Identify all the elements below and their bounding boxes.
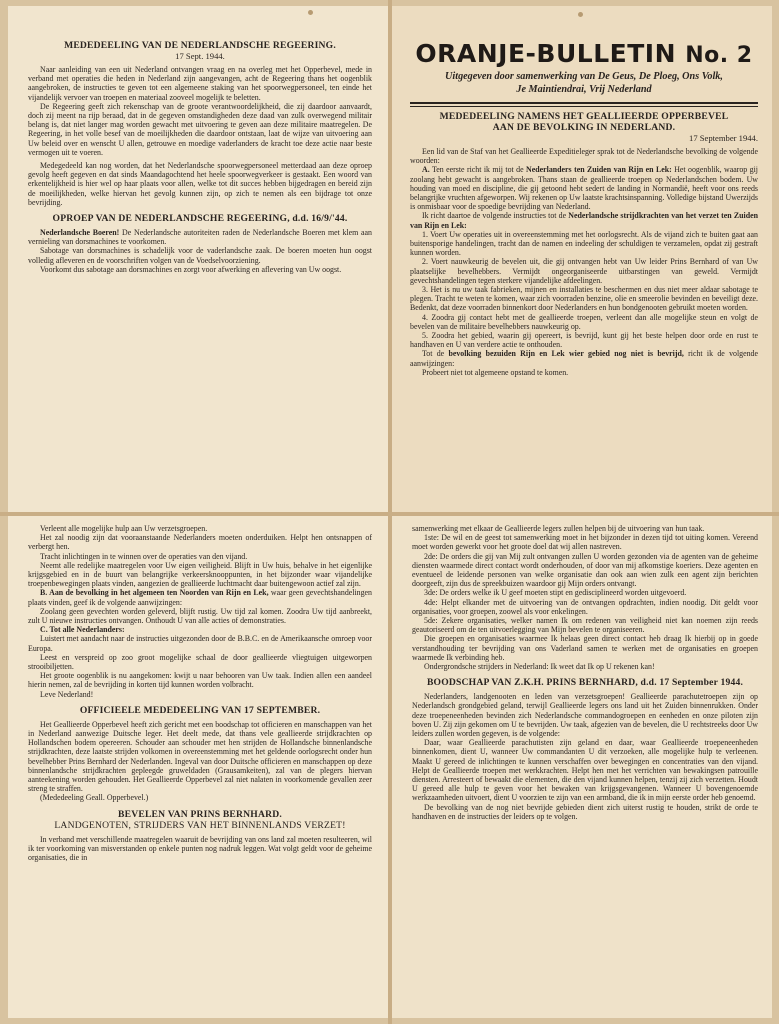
issue-number: No. 2 [685,43,753,68]
masthead [410,40,758,70]
paragraph: Het zal noodig zijn dat vooraanstaande Nederlanders moeten onderduiken. Helpt hen ontsnappen of verbergt hen. [28,533,372,552]
text: Ik richt daartoe de volgende instructies tot de [422,211,569,221]
date: 17 Sept. 1944. [175,51,225,61]
paragraph [410,165,758,211]
paragraph: Leve Nederland! [40,689,94,699]
lead: Nederlandsche Boeren! [40,228,120,238]
heading: MEDEDEELING NAMENS HET GEALLIEERDE OPPERBEVEL [439,111,729,122]
government-announcement [28,40,372,274]
text: Ten eerste richt ik mij tot de [429,165,527,175]
emphasis: Tot alle Nederlanders: [49,625,125,635]
panel-top-right [392,6,772,512]
list-item: 1. Voert Uw operaties uit in overeenstemming met het oorlogsrecht. Als de vijand zich te buiten gaat aan buitensporige handelingen, tracht dan de namen en indeeling der schuldigen te verzamelen, opdat zij gestraft kunnen worden. [410,229,758,258]
panel-top-left [8,6,388,512]
instructions-continued [28,524,372,862]
list-item: 5de: Zekere organisaties, welker namen Ik om redenen van veiligheid niet kan noemen zijn reeds geautoriseerd om de ten uitvoerlegging van Mijn bevelen te organiseeren. [412,616,758,635]
paragraph: Nederlanders, landgenooten en leden van verzetsgroepen! Geallieerde parachutetroepen zijn op Nederlandsch grondgebied geland, terwijl Geallieerde legers ons land uit het Zuiden binnenrukken. Onder deze troepeneenheden bevinden zich Nederlandsche commandogroepen en eenheden en onze piloten zijn boven U. Zij zijn gekomen om U te bevrijden. Uw taak, afgezien van de bevelen, die U rechtstreeks door Uw leiders zullen worden gegeven, is de volgende: [412,692,758,739]
paragraph: Tracht inlichtingen in te winnen over de operaties van den vijand. [40,551,248,561]
list-item: 4. Zoodra gij contact hebt met de geallieerde troepen, verleent dan alle mogelijke steun en volgt de bevelen van de militaire bevelhebbers nauwkeurig op. [410,312,758,331]
masthead-title: ORANJE-BULLETIN [415,39,677,68]
heading: LANDGENOTEN, STRIJDERS VAN HET BINNENLANDS VERZET! [54,819,346,831]
paragraph: Neemt alle redelijke maatregelen voor Uw eigen veiligheid. Blijft in Uw huis, behalve in het eigenlijke krijgsgebied en in de buurt van belangrijke verkeersknooppunten, in het bijzonder waar vijandelijke troepenbewegingen plaats vinden, aangezien de geallieerde luchtmacht daar buitengewoon actief zal zijn. [28,560,372,589]
lead: B. [40,588,50,598]
text: Tot de [422,349,449,359]
paragraph: samenwerking met elkaar de Geallieerde legers zullen helpen bij de uitvoering van hun taak. [412,524,705,533]
paragraph: Een lid van de Staf van het Geallieerde Expeditieleger sprak tot de Nederlandsche bevolking de volgende woorden: [410,147,758,166]
pin-hole [578,12,583,17]
paragraph: Ondergrondsche strijders in Nederland: Ik weet dat Ik op U rekenen kan! [424,662,655,672]
subtitle: Je Maintiendrai, Vrij Nederland [516,84,652,95]
paragraph: Verleent alle mogelijke hulp aan Uw verzetsgroepen. [40,524,208,533]
pin-hole [308,10,313,15]
panel-bottom-right [392,516,772,1018]
paragraph [28,228,372,246]
paragraph [28,588,372,606]
heading: OFFICIEELE MEDEDEELING VAN 17 SEPTEMBER. [79,704,321,716]
paragraph: (Mededeeling Geall. Opperbevel.) [40,793,149,803]
paragraph: Zoolang geen gevechten worden geleverd, blijft rustig. Uw tijd zal komen. Zoodra Uw tijd aanbreekt, zult U nieuwe instructies ontvangen. Onthoudt U van alle acties of demonstraties. [28,606,372,626]
list-item: 3. Het is nu uw taak fabrieken, mijnen en installaties te beschermen en dus niet meer aldaar sabotage te plegen. Tracht te weten te komen, waar zich voorraden benzine, olie en smeerolie bevinden en beveiligt deze. Bedenkt, dat deze voorraden binnenkort door Nederlanders en hun bondgenooten gebruikt moeten worden. [410,285,758,313]
paragraph: In verband met verschillende maatregelen waaruit de bevrijding van ons land zal moeten resulteeren, wil ik ter voorkoming van misverstanden op enkele punten nog nadruk leggen. Wat volgt geldt voor de geheime organisaties, die in [28,834,372,863]
lead: A. [422,165,430,175]
paragraph [410,211,758,229]
text: waar geen gevechtshandelingen plaats vinden, geef ik de volgende aanwijzingen: [28,588,372,607]
paragraph: Het groote oogenblik is nu aangekomen: kwijt u naar behooren van Uw taak. Indien allen een aandeel hierin nemen, zal de bevrijding in korten tijd kunnen worden volbracht. [28,671,372,690]
emphasis: Aan de bevolking in het algemeen ten Noorden van Rijn en Lek, [49,588,269,598]
heading: AAN DE BEVOLKING IN NEDERLAND. [492,122,676,133]
paragraph: Voorkomt dus sabotage aan dorsmachines en zorgt voor afwerking en aflevering van Uw oogst. [40,264,342,274]
list-item: 1ste: De wil en de geest tot samenwerking moet in het bijzonder in dezen tijd tot uiting komen. Vereend moet worden gewerkt voor het groote doel dat wij allen nastreven. [412,533,758,552]
paragraph: Naar aanleiding van een uit Nederland ontvangen vraag en na overleg met het Opperbevel, mede in verband met operaties die heden in Nederland zijn aangevangen, acht de Regeering thans het oogenblik aangebroken, de instructies te geven tot een algemeene staking van het spoorwegpersoneel, ten einde het vijandelijk vervoer van troepen en materiaal zooveel mogelijk te beletten. [28,65,372,102]
heading: BEVELEN VAN PRINS BERNHARD. [118,808,282,820]
paragraph: Sabotage van dorsmachines is schadelijk voor de vaderlandsche zaak. De boeren moeten hun oogst volledig afleveren en de voorschriften volgen van de Voedselvoorziening. [28,246,372,265]
divider [410,102,758,104]
paragraph: De Regeering geeft zich rekenschap van de groote verantwoordelijkheid, die zij daardoor aanvaardt, doch zij meent na rijp beraad, dat in de gegeven omstandigheden deze daad van zulk overwegend militair belang is, dat niet langer mag worden gewacht met uitvoering te geven aan deze militaire maatregelen. De Regeering, in het volle besef van de moeilijkheden die daardoor ontstaan, laat de wijze van uitvoering aan Uw beleid over en wenscht U allen, getrouwe en moedige vaderlanders de kracht toe deze actie naar beste vermogen uit te voeren. [28,101,372,157]
list-item: 2. Voert nauwkeurig de bevelen uit, die gij ontvangen hebt van Uw leider Prins Bernhard of van Uw plaatselijke bevelhebbers. Vermijdt ongeorganiseerde uitbarstingen van geweld. Vermijdt gevechtshandelingen tegen sterkere vijandelijke afdeelingen. [410,257,758,285]
paragraph: De bevolking van de nog niet bevrijde gebieden dient zich uiterst rustig te houden, strikt de orde te handhaven en de instructies der leiders op te volgen. [412,802,758,821]
emphasis: Nederlandsche strijdkrachten van het verzet ten Zuiden van Rijn en Lek: [410,211,758,230]
heading: MEDEDEELING VAN DE NEDERLANDSCHE REGEERING. [64,40,336,51]
text: De Nederlandsche autoriteiten raden de Nederlandsche Boeren met klem aan vernieling van dorsmachines te voorkomen. [28,228,372,247]
list-item: 2de: De orders die gij van Mij zult ontvangen zullen U worden gezonden via de agenten van de geheime diensten waarmede direct contact wordt onderhouden, of door van mij afkomstige koeriers. Deze agenten en eventueel de leidende personen van welke organisatie dan ook aan wien zulk een agent zijn berichten doorgeeft, zijn dus de spreekbuizen waardoor gij Mijn orders ontvangt. [412,551,758,589]
subtitle: Uitgegeven door samenwerking van De Geus, De Ploeg, Ons Volk, [445,71,723,82]
orders-and-message [412,524,758,821]
paragraph: Leest en verspreid op zoo groot mogelijke schaal de door geallieerde vliegtuigen uitgeworpen strooibiljetten. [28,652,372,672]
paragraph [28,625,372,634]
heading: OPROEP VAN DE NEDERLANDSCHE REGEERING, d.d. 16/9/'44. [52,213,348,225]
paragraph: Probeert niet tot algemeene opstand te komen. [422,367,569,377]
text: richt ik de volgende aanwijzingen: [410,349,758,368]
paragraph: Luistert met aandacht naar de instructies uitgezonden door de B.B.C. en de Amerikaansche omroep voor Europa. [28,634,372,653]
lead: C. [40,625,50,635]
paragraph: Het Geallieerde Opperbevel heeft zich gericht met een boodschap tot officieren en manschappen van het in Nederland aanwezige Duitsche leger. Het deelt mede, dat thans vele geallieerde strijdkrachten op Hollandschen bodem opereeren. Schouder aan schouder met hen strijden de Hollandsche binnenlandsche strijdkrachten, deze laatste strijden volkomen in overeenstemming met het geldende oorlogsrecht onder hun bevelhebber Prins Bernhard der Nederlanden. Ingeval van door Duitsche officieren en manschappen op deze binnenlandsche strijdkrachten gepleegde gruweldaden (Grausamkeiten), zal van de plegers hiervan aanteekening worden gehouden. Het Geallieerde Opperbevel zal niet nalaten in voorkomende gevallen zeer streng te straffen. [28,719,372,794]
list-item: 5. Zoodra het gebied, waarin gij opereert, is bevrijd, kunt gij het beste helpen door orde en rust te handhaven en U van verdere actie te onthouden. [410,331,758,350]
bulletin-front [410,40,758,377]
paragraph [410,349,758,367]
emphasis: bevolking bezuiden Rijn en Lek wier gebied nog niet is bevrijd, [448,349,684,359]
paragraph: Daar, waar Geallieerde parachutisten zijn geland en daar, waar Geallieerde troepeneenheden binnenkomen, dient U, wanneer Uw commandanten U dit verzoeken, alle mogelijke hulp te verleenen. Maakt U gereed de inlichtingen te kunnen verschaffen over bewegingen en concentraties van den vijand. Helpt de Geallieerde troepen met werkkrachten. Helpt hen met het verrichten van bewakingsen patrouille diensten. Arresteert of bewaakt die elementen, die den vijand kunnen helpen, tenzij zij zich verzetten. Houdt U gereed alle hulp te geven voor het bewaken van krijgsgevangenen. Wanneer U bovengenoemde werkzaamheden uitvoert, dient U voorzien te zijn van een armband, die ik in mijn eerste order heb genoemd. [412,738,758,803]
list-item: 3de: De orders welke ik U geef moeten stipt en gedisciplineerd worden uitgevoerd. [424,588,687,598]
date: 17 September 1944. [689,133,758,143]
paragraph: Die groepen en organisaties waarmee Ik helaas geen direct contact heb draag Ik hierbij op in goede verstandhouding ter bevrijding van ons Vaderland samen te werken met de organisaties en groepen waarmede Ik verbinding heb. [412,634,758,662]
emphasis: Nederlanders ten Zuiden van Rijn en Lek: [526,165,672,175]
text: Het oogenblik, waarop gij zoolang hebt gewacht is aangebroken. Thans staan de geallieerde troepen op Nederlandschen bodem. Uw houding van moed en discipline, die gij getoond hebt sedert de landing in Normandië, heeft voor ons reeds belangrijke vruchten afgeworpen. Wij rekenen op Uw laatste krachtsinspanning. Volledige bijstand Uwerzijds is onmisbaar voor de spoedige bevrijding van Nederland. [410,165,758,212]
heading: BOODSCHAP VAN Z.K.H. PRINS BERNHARD, d.d. 17 September 1944. [426,677,744,689]
list-item: 4de: Helpt elkander met de uitvoering van de ontvangen opdrachten, indien noodig. Dit geldt voor organisaties, voor groepen, zoowel als voor enkelingen. [412,597,758,616]
panel-bottom-left [8,516,388,1018]
paragraph: Medegedeeld kan nog worden, dat het Nederlandsche spoorwegpersoneel metterdaad aan deze oproep gevolg heeft gegeven en dat sinds Maandagochtend het heele spoorwegverkeer is gestaakt. Een woord van erkentelijkheid is hier wel op haar plaats voor allen, welke tot dit succes hebben bijgedragen en bereid zijn de moeilijkheden, welke hiervan het gevolg kunnen zijn, op zich te nemen als een bijdrage tot onze bevrijding. [28,161,372,207]
